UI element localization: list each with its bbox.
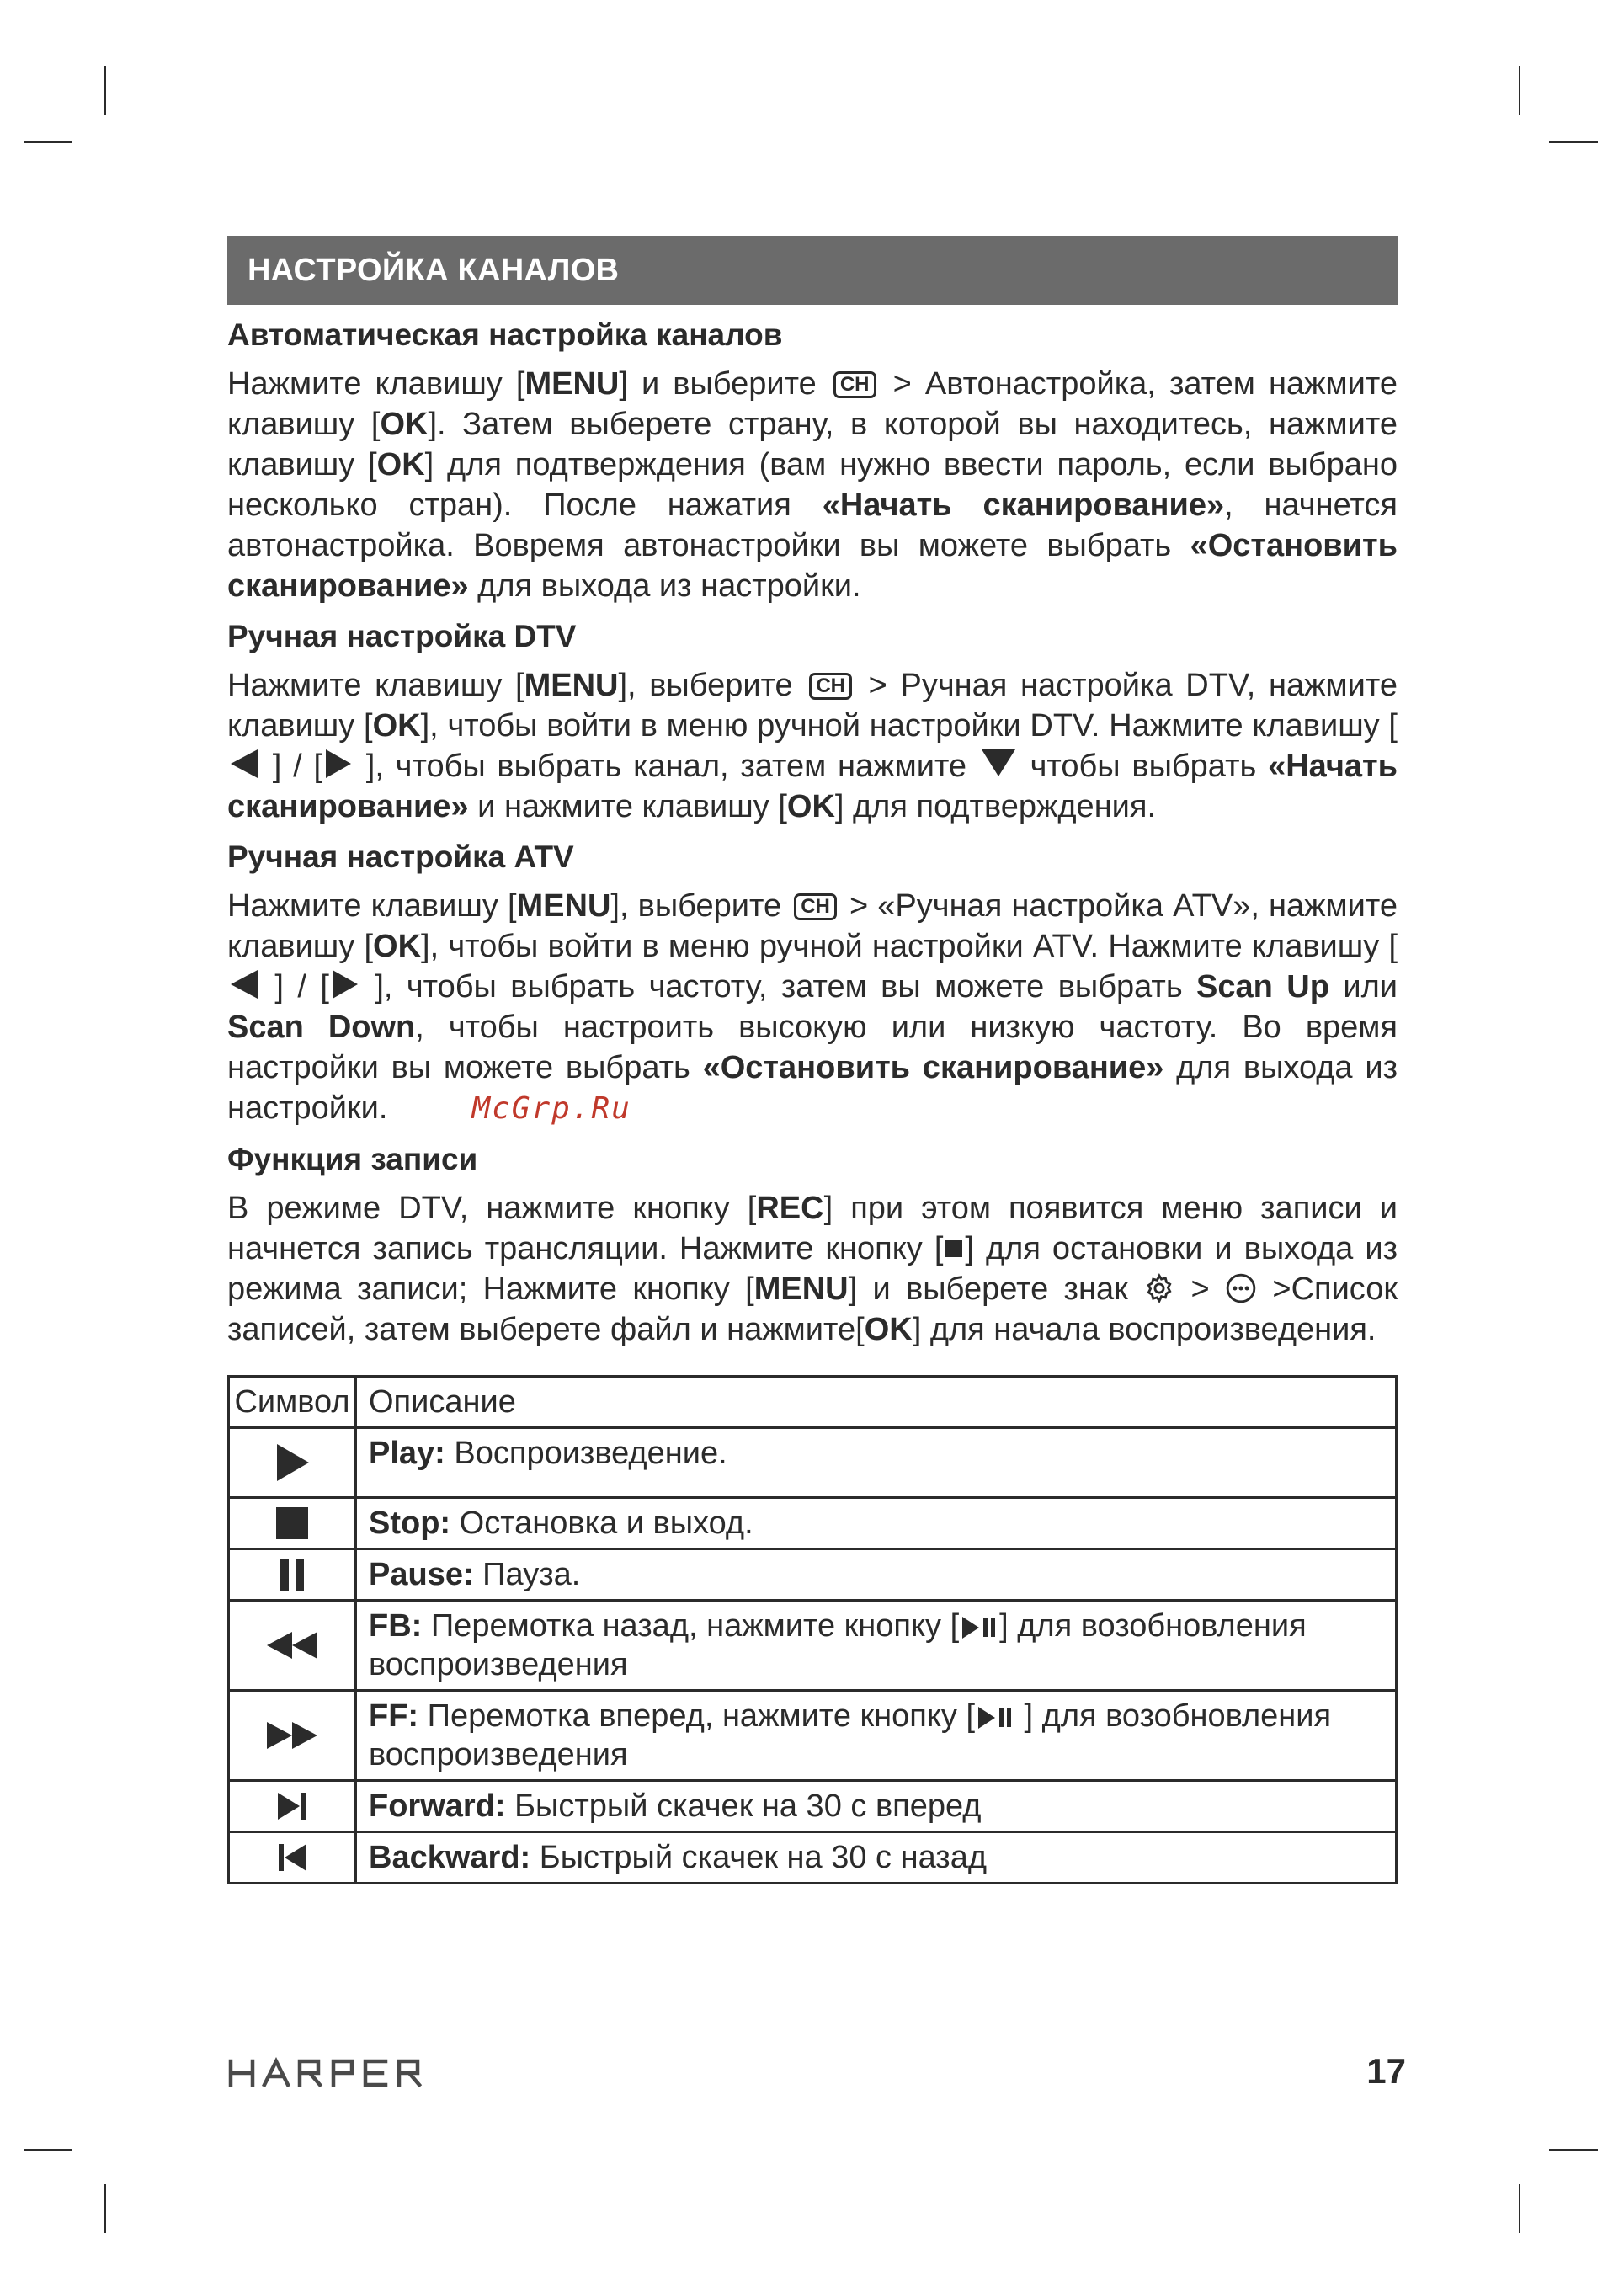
crop-mark	[24, 141, 72, 143]
dtv-tuning-paragraph: Нажмите клавишу [MENU], выберите CH > Ручная настройка DTV, нажмите клавишу [OK], чтобы войти в меню ручной настройки DTV. Нажмите клавишу [ ] / [ ], чтобы выбрать канал, затем нажмите чтобы выбрать «Начать сканирование» и нажмите клавишу [OK] для подтверждения.	[227, 668, 1398, 825]
right-arrow-icon	[333, 970, 358, 999]
table-row: Pause: Пауза.	[229, 1549, 1397, 1601]
header-symbol: Символ	[229, 1377, 356, 1428]
section-title-banner	[227, 236, 1398, 305]
watermark-text: McGrp.Ru	[471, 1091, 631, 1127]
pause-icon	[280, 1559, 304, 1591]
crop-mark	[1519, 2184, 1520, 2233]
down-arrow-icon	[982, 749, 1015, 776]
crop-mark	[104, 66, 106, 115]
harper-logo	[227, 2056, 429, 2090]
ch-key-icon: CH	[794, 893, 837, 920]
recording-paragraph: В режиме DTV, нажмите кнопку [REC] при этом появится меню записи и начнется запись трансляции. Нажмите кнопку [ ] для остановки и выхода из режима записи; Нажмите кнопку [MENU] и выберете знак > >Список записей, затем выберете файл и нажмите[OK] для начала воспроизведения.	[227, 1191, 1398, 1348]
play-pause-icon	[977, 1707, 1014, 1729]
left-arrow-icon	[231, 749, 258, 778]
table-row: FF: Перемотка вперед, нажмите кнопку [ ] для возобновления воспроизведения	[229, 1691, 1397, 1781]
table-row: Backward: Быстрый скачек на 30 с назад	[229, 1832, 1397, 1884]
section-title: НАСТРОЙКА КАНАЛОВ	[248, 252, 620, 288]
ok-key: OK	[786, 789, 835, 825]
ok-key: OK	[380, 407, 429, 443]
menu-key: MENU	[524, 366, 620, 402]
gear-icon	[1143, 1271, 1175, 1307]
header-description: Описание	[356, 1377, 1397, 1428]
play-pause-icon	[961, 1617, 998, 1639]
table-row: Forward: Быстрый скачек на 30 с вперед	[229, 1781, 1397, 1832]
auto-tuning-paragraph: Нажмите клавишу [MENU] и выберите CH > Автонастройка, затем нажмите клавишу [OK]. Затем выберете страну, в которой вы находитесь, нажмите клавишу [OK] для подтверждения (вам нужно ввести пароль, если выбрано несколько стран). После нажатия «Начать сканирование», начнется автонастройка. Вовремя автонастройки вы можете выбрать «Остановить сканирование» для выхода из настройки.	[227, 366, 1398, 605]
menu-key: MENU	[516, 888, 611, 925]
table-row: Play: Воспроизведение.	[229, 1428, 1397, 1498]
recording-heading: Функция записи	[227, 1142, 478, 1177]
stop-scan-label: «Остановить сканирование»	[702, 1050, 1164, 1086]
playback-symbols-table	[227, 1375, 1398, 1884]
play-icon	[275, 1444, 309, 1481]
ch-key-icon: CH	[833, 371, 876, 398]
crop-mark	[104, 2184, 106, 2233]
ch-key-icon: CH	[809, 673, 852, 700]
page-content	[227, 236, 1398, 1884]
start-scan-label: «Начать сканирование»	[822, 488, 1225, 524]
ok-key: OK	[372, 708, 421, 744]
crop-mark	[24, 2149, 72, 2151]
atv-tuning-heading: Ручная настройка ATV	[227, 840, 574, 875]
ok-key: OK	[373, 929, 422, 965]
left-arrow-icon	[231, 970, 258, 999]
crop-mark	[1549, 141, 1598, 143]
scan-down-label: Scan Down	[227, 1010, 416, 1046]
stop-scan-label: «Остановить сканирование»	[227, 528, 1398, 605]
skip-back-icon	[278, 1844, 306, 1871]
crop-mark	[1519, 66, 1520, 115]
atv-tuning-paragraph: Нажмите клавишу [MENU], выберите CH > «Ручная настройка ATV», нажмите клавишу [OK], чтобы войти в меню ручной настройки ATV. Нажмите клавишу [ ] / [ ], чтобы выбрать частоту, затем вы можете выбрать Scan Up или Scan Down, чтобы настроить высокую или низкую частоту. Во время настройки вы можете выбрать «Остановить сканирование» для выхода из настройки. McGrp.Ru	[227, 888, 1398, 1127]
rec-key: REC	[756, 1191, 824, 1227]
skip-forward-icon	[278, 1793, 306, 1820]
table-header-row	[229, 1377, 1397, 1428]
crop-mark	[1549, 2149, 1598, 2151]
menu-key: MENU	[753, 1271, 849, 1308]
table-row: FB: Перемотка назад, нажмите кнопку [ ] для возобновления воспроизведения	[229, 1601, 1397, 1691]
fast-forward-icon	[267, 1722, 317, 1749]
page-number: 17	[1366, 2051, 1406, 2091]
ok-key: OK	[376, 447, 425, 483]
stop-icon	[276, 1507, 308, 1539]
more-options-icon	[1225, 1271, 1257, 1307]
scan-up-label: Scan Up	[1196, 969, 1329, 1005]
right-arrow-icon	[326, 749, 351, 778]
menu-key: MENU	[524, 668, 619, 704]
table-row: Stop: Остановка и выход.	[229, 1498, 1397, 1549]
dtv-tuning-heading: Ручная настройка DTV	[227, 619, 577, 654]
start-scan-label: «Начать сканирование»	[227, 749, 1398, 825]
auto-tuning-heading: Автоматическая настройка каналов	[227, 317, 783, 352]
ok-key: OK	[864, 1312, 913, 1348]
rewind-icon	[267, 1632, 317, 1659]
stop-icon	[945, 1240, 962, 1257]
